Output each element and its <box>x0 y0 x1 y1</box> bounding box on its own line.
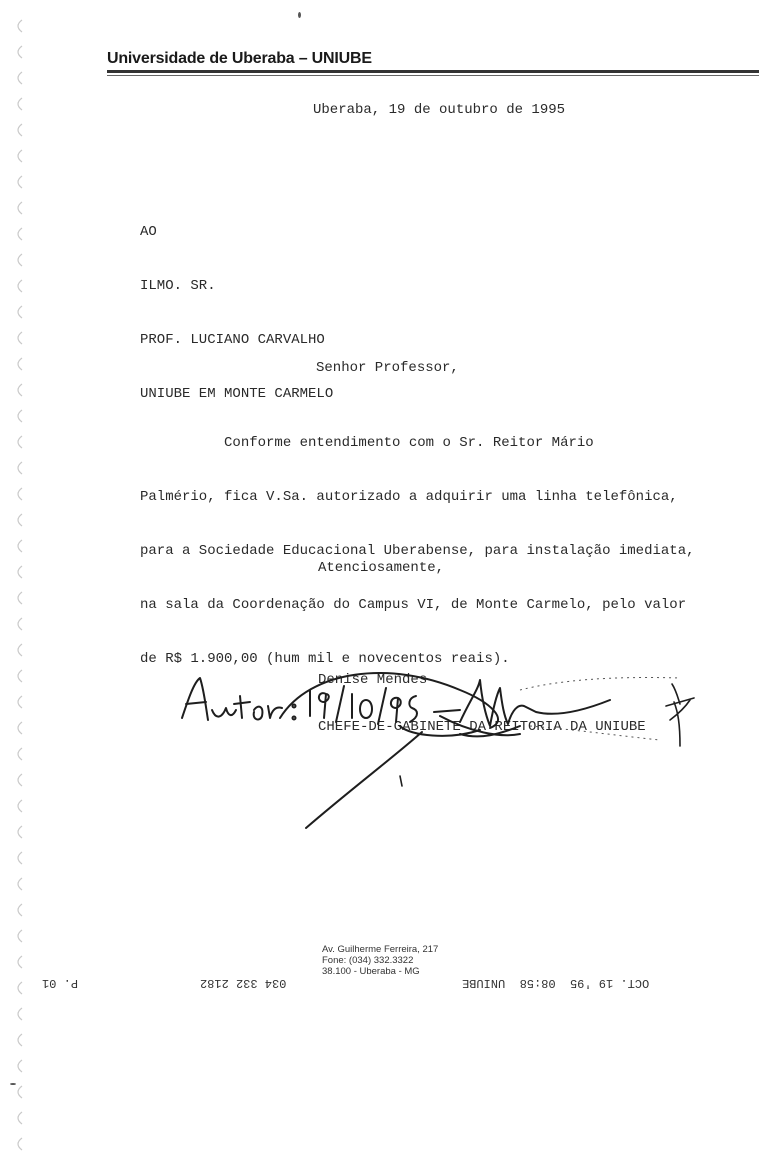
signer-name: Denise Mendes <box>318 672 428 688</box>
footer-address-line: 38.100 - Uberaba - MG <box>322 966 420 977</box>
scan-speck <box>10 1083 16 1085</box>
footer-address <box>322 944 438 977</box>
recipient-line: AO <box>140 224 157 240</box>
letterhead-rule <box>107 70 759 73</box>
letterhead-rule-thin <box>107 75 759 76</box>
closing: Atenciosamente, <box>318 560 445 576</box>
body-line: Palmério, fica V.Sa. autorizado a adquirir uma linha telefônica, <box>140 489 678 505</box>
handwritten-signature <box>160 660 720 840</box>
body-line: para a Sociedade Educacional Uberabense, para instalação imediata, <box>140 543 695 559</box>
body-line: de R$ 1.900,00 (hum mil e novecentos reais). <box>140 651 510 667</box>
letterhead-title: Universidade de Uberaba – UNIUBE <box>107 50 372 67</box>
body-line: na sala da Coordenação do Campus VI, de Monte Carmelo, pelo valor <box>140 597 687 613</box>
recipient-line: PROF. LUCIANO CARVALHO <box>140 332 325 348</box>
recipient-line: UNIUBE EM MONTE CARMELO <box>140 386 334 402</box>
scan-speck <box>298 12 301 18</box>
salutation: Senhor Professor, <box>316 360 459 376</box>
fax-header-datetime: OCT. 19 '95 08:58 UNIUBE <box>462 976 650 990</box>
footer-address-line: Av. Guilherme Ferreira, 217 <box>322 944 439 955</box>
perforation-edge <box>4 0 30 1171</box>
body-line: Conforme entendimento com o Sr. Reitor Mário <box>140 435 594 451</box>
fax-header-page: P. 01 <box>42 976 79 990</box>
footer-address-line: Fone: (034) 332.3322 <box>322 955 414 966</box>
recipient-line: ILMO. SR. <box>140 278 216 294</box>
fax-header-phone: 034 332 2182 <box>200 976 287 990</box>
date-line: Uberaba, 19 de outubro de 1995 <box>313 102 566 118</box>
signer-title: CHEFE-DE-GABINETE DA REITORIA DA UNIUBE <box>318 719 646 735</box>
